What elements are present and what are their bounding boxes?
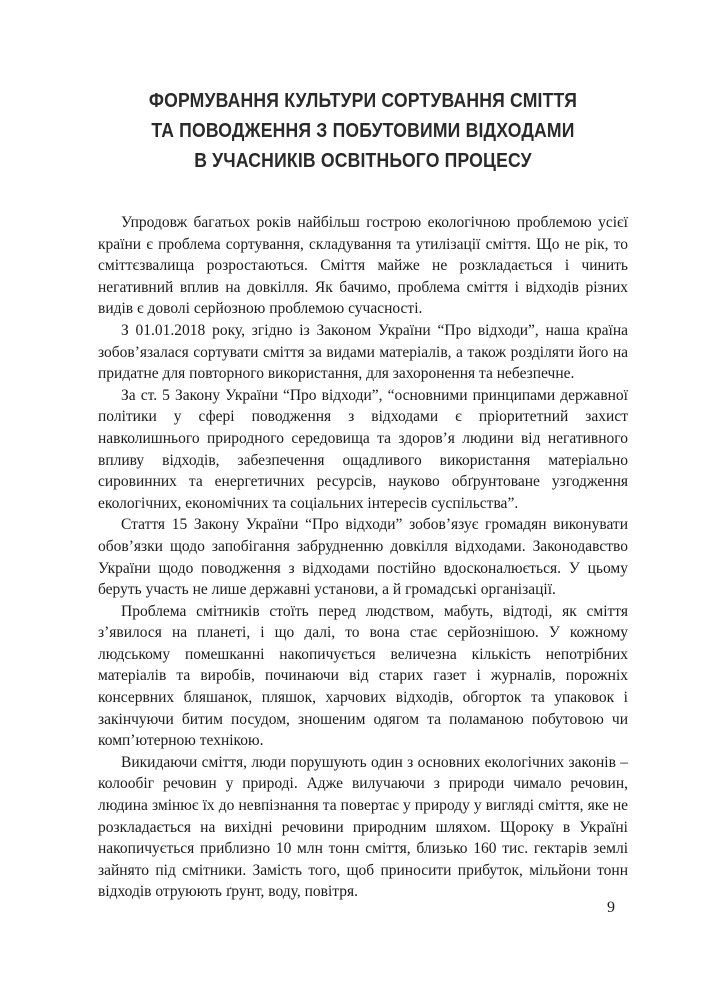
- page-title: [130, 86, 596, 176]
- title-line-1: ФОРМУВАННЯ КУЛЬТУРИ СОРТУВАННЯ СМІТТЯ: [148, 90, 578, 112]
- paragraph-4: Стаття 15 Закону України “Про відходи” зобов’язує громадян виконувати обов’язки щодо запобігання забрудненню довкілля відходами. Законодавство України щодо поводження з відходами постійно вдосконалюється. У цьому беруть участь не лише державні установи, а й громадські організації.: [98, 516, 628, 599]
- paragraph-2: З 01.01.2018 року, згідно із Законом України “Про відходи”, наша країна зобов’язалася сортувати сміття за видами матеріалів, а також розділяти його на придатне для повторного використання, для захоронення та небезпечне.: [98, 321, 628, 383]
- title-line-3: В УЧАСНИКІВ ОСВІТНЬОГО ПРОЦЕСУ: [194, 150, 532, 172]
- article-body: [98, 212, 628, 903]
- title-line-2: ТА ПОВОДЖЕННЯ З ПОБУТОВИМИ ВІДХОДАМИ: [151, 120, 575, 142]
- paragraph-3: За ст. 5 Закону України “Про відходи”, “основними принципами державної політики у сфері поводження з відходами є пріоритетний захист навколишнього природного середовища та здоров’я людини від негативного впливу відходів, забезпечення ощадливого використання матеріально сировинних та енергетичних ресурсів, науково обґрунтоване узгодження екологічних, економічних та соціальних інтересів суспільства”.: [98, 386, 628, 512]
- paragraph-6: Викидаючи сміття, люди порушують один з основних екологічних законів – колообіг речовин у природі. Адже вилучаючи з природи чимало речовин, людина змінює їх до невпізнання та повертає у природу у вигляді сміття, яке не розкладається на вихідні речовини природним шляхом. Щороку в Україні накопичується приблизно 10 млн тонн сміття, близько 160 тис. гектарів землі зайнято під смітники. Замість того, щоб приносити прибуток, мільйони тонн відходів отруюють ґрунт, воду, повітря.: [98, 753, 628, 901]
- page-number: 9: [607, 899, 615, 916]
- paragraph-5: Проблема смітників стоїть перед людством, мабуть, відтоді, як сміття з’явилося на планеті, і що далі, то вона стає серйознішою. У кожному людському помешканні накопичується величезна кількість непотрібних матеріалів та виробів, починаючи від старих газет і журналів, порожніх консервних бляшанок, пляшок, харчових відходів, обгорток та упаковок і закінчуючи битим посудом, зношеним одягом та поламаною побутовою чи комп’ютерною технікою.: [98, 602, 628, 750]
- paragraph-1: Упродовж багатьох років найбільш гострою екологічною проблемою усієї країни є проблема сортування, складування та утилізації сміття. Що не рік, то сміттєзвалища розростаються. Сміття майже не розкладається і чинить негативний вплив на довкілля. Як бачимо, проблема сміття і відходів різних видів є доволі серйозною проблемою сучасності.: [98, 214, 628, 318]
- page-content: [98, 86, 628, 903]
